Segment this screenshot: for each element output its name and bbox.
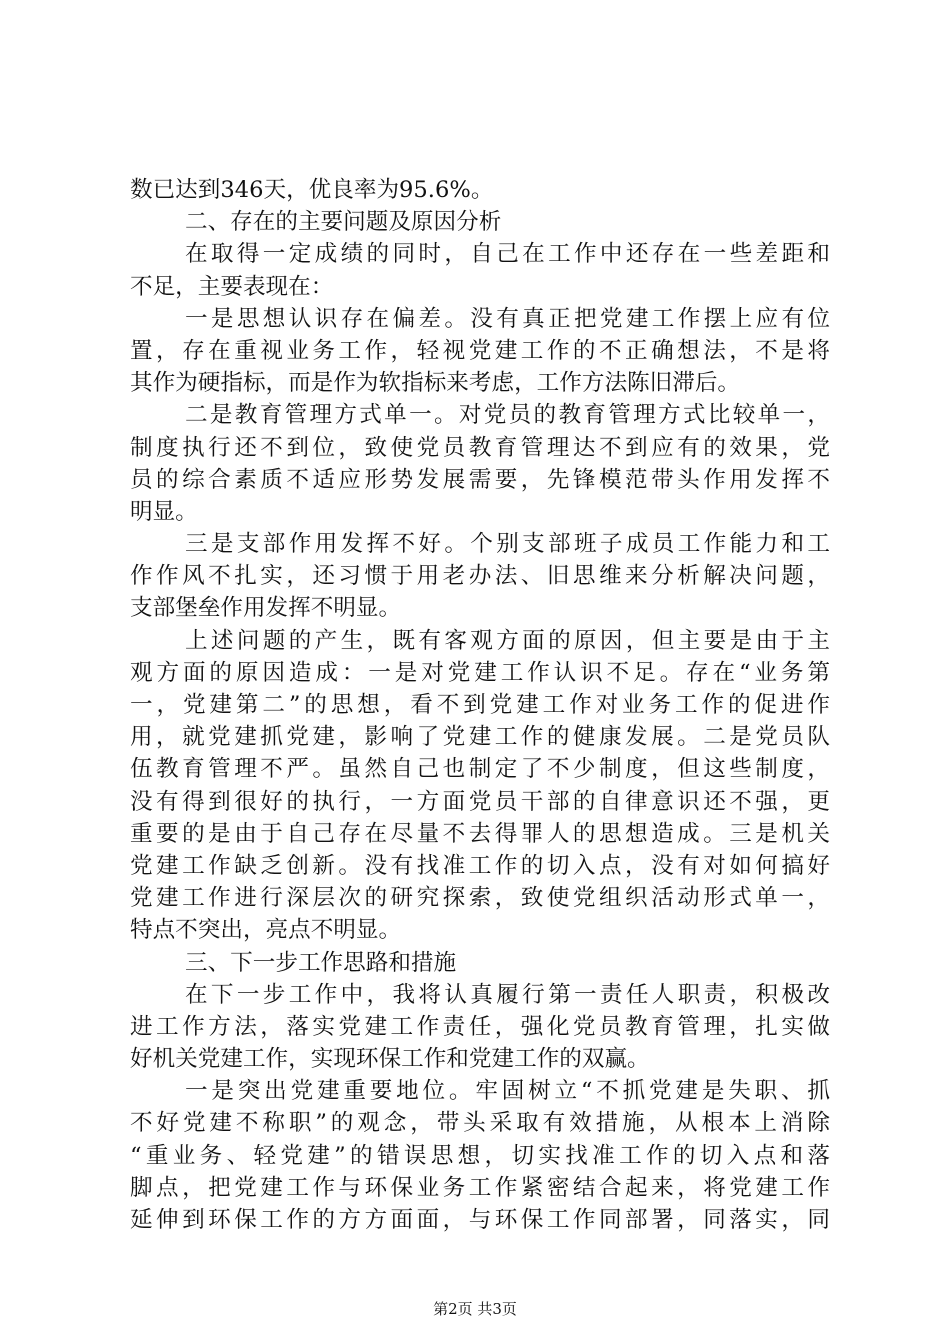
text-line: 伍教育管理不严。虽然自己也制定了不少制度，但这些制度， [130, 756, 830, 783]
text-line: 员的综合素质不适应形势发展需要，先锋模范带头作用发挥不 [130, 466, 830, 493]
text-line: 数已达到346天，优良率为95.6%。 [130, 177, 494, 203]
text-line: 在下一步工作中，我将认真履行第一责任人职责，积极改 [185, 981, 830, 1008]
text-line: 二、存在的主要问题及原因分析 [185, 209, 502, 236]
text-line: 不足，主要表现在： [130, 273, 334, 300]
page-footer: 第2页 共3页 [433, 1300, 517, 1318]
text-line: 延伸到环保工作的方方面面，与环保工作同部署，同落实，同 [130, 1207, 830, 1233]
text-line: 没有得到很好的执行，一方面党员干部的自律意识还不强，更 [130, 788, 830, 815]
text-line: 其作为硬指标，而是作为软指标来考虑，工作方法陈旧滞后。 [130, 370, 741, 397]
text-line: 观方面的原因造成：一是对党建工作认识不足。存在“业务第 [130, 659, 830, 686]
text-line: 置，存在重视业务工作，轻视党建工作的不正确想法，不是将 [130, 337, 830, 364]
text-line: “重业务、轻党建”的错误思想，切实找准工作的切入点和落 [130, 1142, 830, 1169]
text-line: 在取得一定成绩的同时，自己在工作中还存在一些差距和 [185, 241, 830, 268]
text-line: 党建工作缺乏创新。没有找准工作的切入点，没有对如何搞好 [130, 852, 830, 879]
text-line: 重要的是由于自己存在尽量不去得罪人的思想造成。三是机关 [130, 820, 830, 847]
text-line: 明显。 [130, 498, 198, 525]
text-line: 作作风不扎实，还习惯于用老办法、旧思维来分析解决问题， [130, 563, 830, 590]
text-line: 脚点，把党建工作与环保业务工作紧密结合起来，将党建工作 [130, 1174, 830, 1201]
text-line: 好机关党建工作，实现环保工作和党建工作的双赢。 [130, 1046, 650, 1073]
text-line: 党建工作进行深层次的研究探索，致使党组织活动形式单一， [130, 885, 830, 912]
text-line: 一是突出党建重要地位。牢固树立“不抓党建是失职、抓 [185, 1078, 830, 1105]
text-line: 支部堡垒作用发挥不明显。 [130, 595, 402, 622]
text-line: 三、下一步工作思路和措施 [185, 949, 457, 976]
text-line: 特点不突出，亮点不明显。 [130, 917, 402, 944]
text-line: 进工作方法，落实党建工作责任，强化党员教育管理，扎实做 [130, 1013, 830, 1040]
text-line: 三是支部作用发挥不好。个别支部班子成员工作能力和工 [185, 531, 830, 558]
text-line: 上述问题的产生，既有客观方面的原因，但主要是由于主 [185, 627, 830, 654]
text-line: 一，党建第二”的思想，看不到党建工作对业务工作的促进作 [130, 692, 830, 718]
text-line: 不好党建不称职”的观念，带头采取有效措施，从根本上消除 [130, 1110, 830, 1137]
text-line: 一是思想认识存在偏差。没有真正把党建工作摆上应有位 [185, 305, 830, 332]
text-line: 二是教育管理方式单一。对党员的教育管理方式比较单一， [185, 402, 830, 429]
document-body [130, 174, 830, 1236]
text-line: 用，就党建抓党建，影响了党建工作的健康发展。二是党员队 [130, 724, 830, 751]
text-line: 制度执行还不到位，致使党员教育管理达不到应有的效果，党 [130, 434, 830, 461]
